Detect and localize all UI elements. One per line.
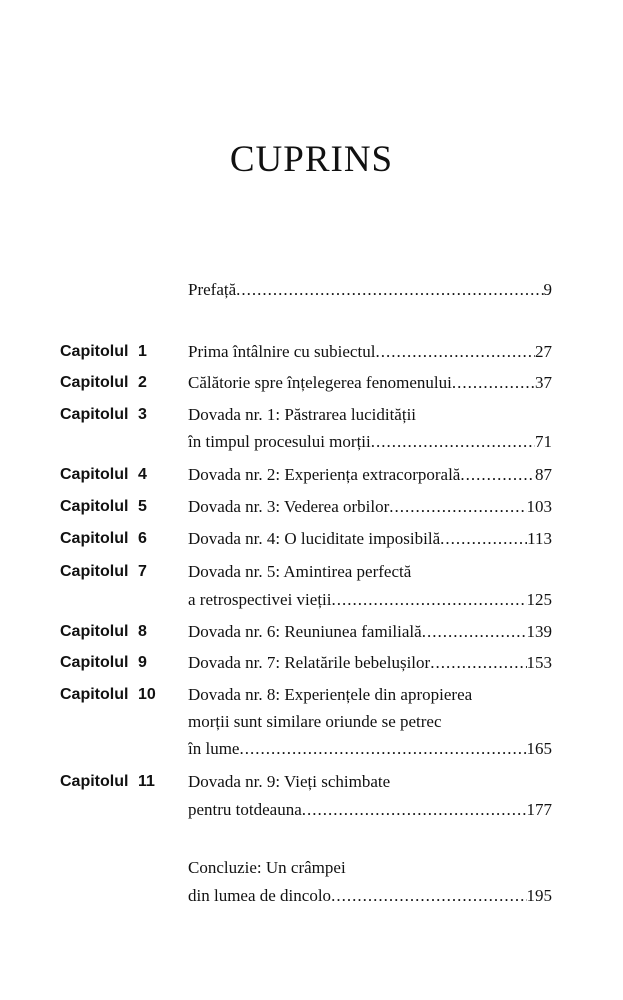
toc-chapter-row	[0, 680, 623, 710]
toc-chapter-row	[0, 648, 623, 678]
toc-entry-title: pentru totdeauna	[188, 800, 302, 819]
dot-leader	[302, 795, 527, 825]
toc-entry-title: Dovada nr. 3: Vederea orbilor	[188, 497, 390, 516]
toc-entry-title: Prima întâlnire cu subiectul	[188, 342, 376, 361]
toc-entry	[188, 881, 552, 911]
toc-entry-title: Dovada nr. 7: Relatările bebelușilor	[188, 653, 431, 672]
toc-chapter-row	[0, 524, 623, 554]
chapter-label: Capitolul 11	[60, 767, 155, 797]
toc-entry	[188, 492, 552, 522]
chapter-number: 6	[138, 530, 147, 547]
toc-entry-title: Călătorie spre înțelegerea fenomenului	[188, 373, 452, 392]
toc-page-number: 153	[526, 653, 552, 672]
toc-page-number: 9	[543, 280, 552, 299]
toc-chapter-row	[0, 617, 623, 647]
chapter-label: Capitolul 7	[60, 557, 147, 587]
dot-leader	[460, 460, 535, 490]
toc-entry	[188, 524, 552, 554]
toc-chapter-row-cont	[0, 585, 623, 615]
toc-entry	[188, 617, 552, 647]
chapter-number: 9	[138, 654, 147, 671]
toc-entry-title: Dovada nr. 6: Reuniunea familială	[188, 622, 422, 641]
dot-leader	[332, 585, 527, 615]
toc-entry-title: Prefață	[188, 280, 237, 299]
toc-entry-title: Dovada nr. 1: Păstrarea lucidității	[188, 405, 417, 424]
toc-entry-title: a retrospectivei vieții	[188, 590, 332, 609]
chapter-number: 8	[138, 623, 147, 640]
toc-chapter-row	[0, 557, 623, 587]
chapter-label: Capitolul 2	[60, 368, 147, 398]
toc-page-number: 139	[526, 622, 552, 641]
toc-page-number: 165	[526, 739, 552, 758]
toc-entry-title: Dovada nr. 4: O luciditate imposibilă	[188, 529, 441, 548]
dot-leader	[236, 275, 543, 305]
chapter-number: 11	[138, 773, 155, 790]
toc-entry-title: Dovada nr. 8: Experiențele din apropierea	[188, 685, 473, 704]
toc-entry-title: morții sunt similare oriunde se petrec	[188, 712, 442, 731]
toc-page-number: 195	[526, 886, 552, 905]
toc-conclusion-row	[0, 853, 623, 883]
toc-entry	[188, 368, 552, 398]
chapter-label: Capitolul 5	[60, 492, 147, 522]
dot-leader	[430, 648, 526, 678]
chapter-label: Capitolul 6	[60, 524, 147, 554]
toc-entry-title: Dovada nr. 2: Experiența extracorporală	[188, 465, 461, 484]
chapter-number: 7	[138, 563, 147, 580]
toc-chapter-row	[0, 492, 623, 522]
chapter-number: 4	[138, 466, 147, 483]
toc-entry	[188, 585, 552, 615]
toc-entry-title: Dovada nr. 5: Amintirea perfectă	[188, 562, 412, 581]
toc-page-number: 27	[535, 342, 552, 361]
toc-page-number: 125	[526, 590, 552, 609]
chapter-label: Capitolul 8	[60, 617, 147, 647]
toc-entry	[188, 427, 552, 457]
chapter-label: Capitolul 9	[60, 648, 147, 678]
toc-page-number: 113	[527, 529, 552, 548]
toc-chapter-row	[0, 767, 623, 797]
dot-leader	[440, 524, 527, 554]
chapter-label: Capitolul 4	[60, 460, 147, 490]
dot-leader	[331, 881, 526, 911]
dot-leader	[389, 492, 526, 522]
chapter-number: 1	[138, 343, 147, 360]
toc-entry	[188, 734, 552, 764]
toc-preface-row	[0, 275, 623, 305]
toc-page-number: 103	[526, 497, 552, 516]
toc-entry-title: din lumea de dincolo	[188, 886, 332, 905]
dot-leader	[375, 337, 535, 367]
toc-entry	[188, 648, 552, 678]
toc-entry	[188, 460, 552, 490]
toc-entry-title: Concluzie: Un crâmpei	[188, 858, 346, 877]
chapter-number: 5	[138, 498, 147, 515]
dot-leader	[422, 617, 527, 647]
toc-page-number: 37	[535, 373, 552, 392]
dot-leader	[371, 427, 535, 457]
dot-leader	[239, 734, 526, 764]
page-title: CUPRINS	[229, 139, 394, 180]
toc-entry-title: în lume	[188, 739, 240, 758]
toc-entry-title: în timpul procesului morții	[188, 432, 371, 451]
chapter-number: 2	[138, 374, 147, 391]
toc-chapter-row	[0, 400, 623, 430]
toc-entry	[188, 795, 552, 825]
toc-chapter-row-cont	[0, 707, 623, 737]
chapter-number: 3	[138, 406, 147, 423]
toc-conclusion-row-cont	[0, 881, 623, 911]
dot-leader	[452, 368, 535, 398]
chapter-label: Capitolul 10	[60, 680, 156, 710]
toc-chapter-row	[0, 460, 623, 490]
toc-chapter-row	[0, 368, 623, 398]
toc-preface-entry	[188, 275, 552, 305]
toc-page-number: 71	[535, 432, 552, 451]
toc-chapter-row-cont	[0, 734, 623, 764]
toc-page-number: 177	[526, 800, 552, 819]
toc-chapter-row	[0, 337, 623, 367]
chapter-number: 10	[138, 686, 156, 703]
chapter-label: Capitolul 1	[60, 337, 147, 367]
toc-chapter-row-cont	[0, 795, 623, 825]
chapter-label: Capitolul 3	[60, 400, 147, 430]
toc-entry	[188, 337, 552, 367]
toc-chapter-row-cont	[0, 427, 623, 457]
toc-page-number: 87	[535, 465, 552, 484]
toc-entry-title: Dovada nr. 9: Vieți schimbate	[188, 772, 391, 791]
